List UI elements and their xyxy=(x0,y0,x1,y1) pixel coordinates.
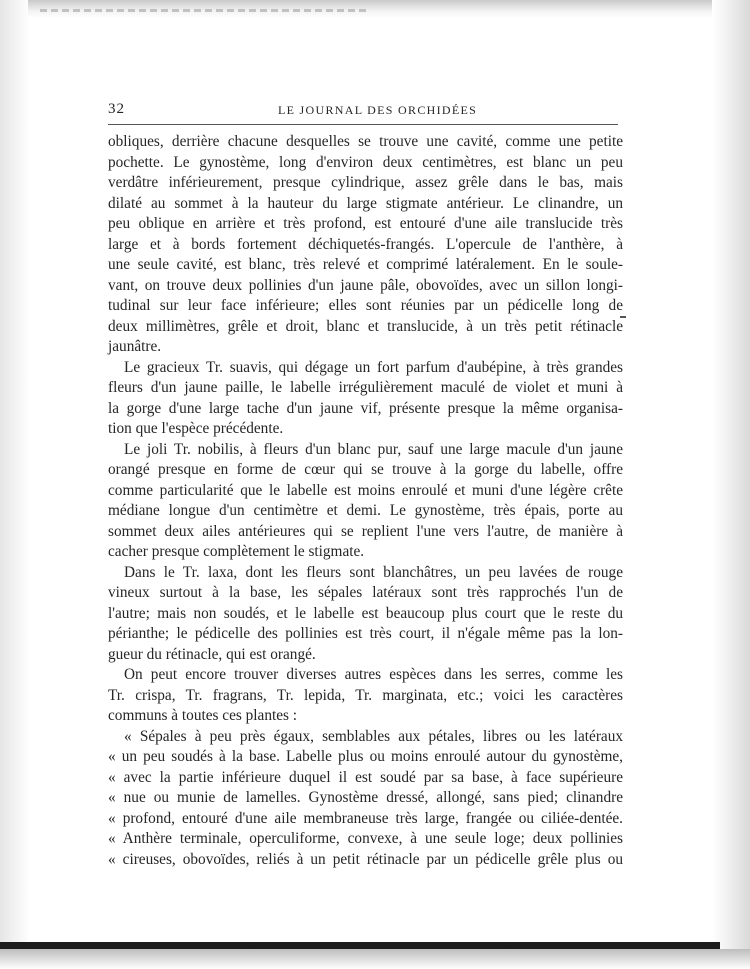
text-line: la gorge d'une large tache d'un jaune vif, présente presque la même organisa- xyxy=(108,399,623,417)
page-number: 32 xyxy=(108,101,125,117)
text-line: une seule cavité, est blanc, très relevé et comprimé latéralement. En le soule- xyxy=(108,256,623,273)
text-line: « Sépales à peu près égaux, semblables aux pétales, libres ou les latéraux xyxy=(124,727,623,745)
text-line: Dans le Tr. laxa, dont les fleurs sont blanchâtres, un peu lavées de rouge xyxy=(124,563,623,581)
text-line: peu oblique en arrière et très profond, est entouré d'une aile translucide très xyxy=(108,215,623,232)
page-header xyxy=(108,101,618,121)
text-line: sommet deux ailes antérieures qui se replient l'une vers l'autre, de manière à xyxy=(108,522,623,540)
text-line: « cireuses, obovoïdes, reliés à un petit rétinacle par un pédicelle grêle plus ou xyxy=(108,850,623,868)
text-line: Le gracieux Tr. suavis, qui dégage un fort parfum d'aubépine, à très grandes xyxy=(124,358,623,376)
text-line: obliques, derrière chacune desquelles se trouve une cavité, comme une petite xyxy=(108,133,623,150)
text-line: large et à bords fortement déchiquetés-frangés. L'opercule de l'anthère, à xyxy=(108,235,623,253)
text-line: « un peu soudés à la base. Labelle plus ou moins enroulé autour du gynostème, xyxy=(108,748,623,765)
text-line: « nue ou munie de lamelles. Gynostème dressé, allongé, sans pied; clinandre xyxy=(108,789,623,806)
text-line: vant, on trouve deux pollinies d'un jaune pâle, obovoïdes, avec un sillon longi- xyxy=(108,276,623,294)
text-line: « avec la partie inférieure duquel il est soudé par sa base, à face supérieure xyxy=(108,768,623,786)
text-line: Tr. crispa, Tr. fragrans, Tr. lepida, Tr. marginata, etc.; voici les caractères xyxy=(108,686,623,704)
text-line: deux millimètres, grêle et droit, blanc et translucide, à un très petit rétinacle xyxy=(108,317,623,335)
text-line: Le joli Tr. nobilis, à fleurs d'un blanc pur, sauf une large macule d'un jaune xyxy=(124,440,623,458)
text-line: jaunâtre. xyxy=(108,338,162,355)
text-line: l'autre; mais non soudés, et le labelle est beaucoup plus court que le reste du xyxy=(108,604,623,622)
text-line: On peut encore trouver diverses autres espèces dans les serres, comme les xyxy=(124,666,623,683)
running-head: LE JOURNAL DES ORCHIDÉES xyxy=(278,103,478,117)
text-line: tion que l'espèce précédente. xyxy=(108,420,284,437)
text-line: médiane longue d'un centimètre et demi. Le gynostème, très épais, porte au xyxy=(108,502,623,519)
text-line: verdâtre inférieurement, presque cylindrique, assez grêle dans le bas, mais xyxy=(108,174,623,191)
text-line: cacher presque complètement le stigmate. xyxy=(108,543,365,560)
text-line: dilaté au sommet à la hauteur du large stigmate antérieur. Le clinandre, un xyxy=(108,194,623,212)
text-line: vineux surtout à la base, les sépales latéraux sont très rapprochés l'un de xyxy=(108,584,623,601)
text-line: gueur du rétinacle, qui est orangé. xyxy=(108,645,316,663)
text-line: orangé presque en forme de cœur qui se trouve à la gorge du labelle, offre xyxy=(108,461,623,478)
text-line: fleurs d'un jaune paille, le labelle irrégulièrement maculé de violet et muni à xyxy=(108,379,623,396)
scan-bottom-shadow xyxy=(0,949,750,969)
text-line: comme particularité que le labelle est moins enroulé et muni d'une légère crête xyxy=(108,481,623,499)
scan-bottom-edge xyxy=(0,942,720,949)
header-rule xyxy=(108,124,618,125)
scan-left-shadow xyxy=(0,0,30,969)
text-line: pochette. Le gynostème, long d'environ deux centimètres, est blanc un peu xyxy=(108,153,623,171)
body-text xyxy=(108,132,623,870)
text-line: « profond, entouré d'une aile membraneuse très large, frangée ou ciliée-dentée. xyxy=(108,809,623,827)
scan-right-edge xyxy=(712,0,750,969)
text-line: périanthe; le pédicelle des pollinies est très court, il n'égale même pas la lon- xyxy=(108,625,623,642)
text-line: communs à toutes ces plantes : xyxy=(108,707,298,724)
bleed-through-text xyxy=(40,9,370,12)
text-line: tudinal sur leur face inférieure; elles sont réunies par un pédicelle long de xyxy=(108,297,623,314)
text-line: « Anthère terminale, operculiforme, convexe, à une seule loge; deux pollinies xyxy=(108,830,623,847)
